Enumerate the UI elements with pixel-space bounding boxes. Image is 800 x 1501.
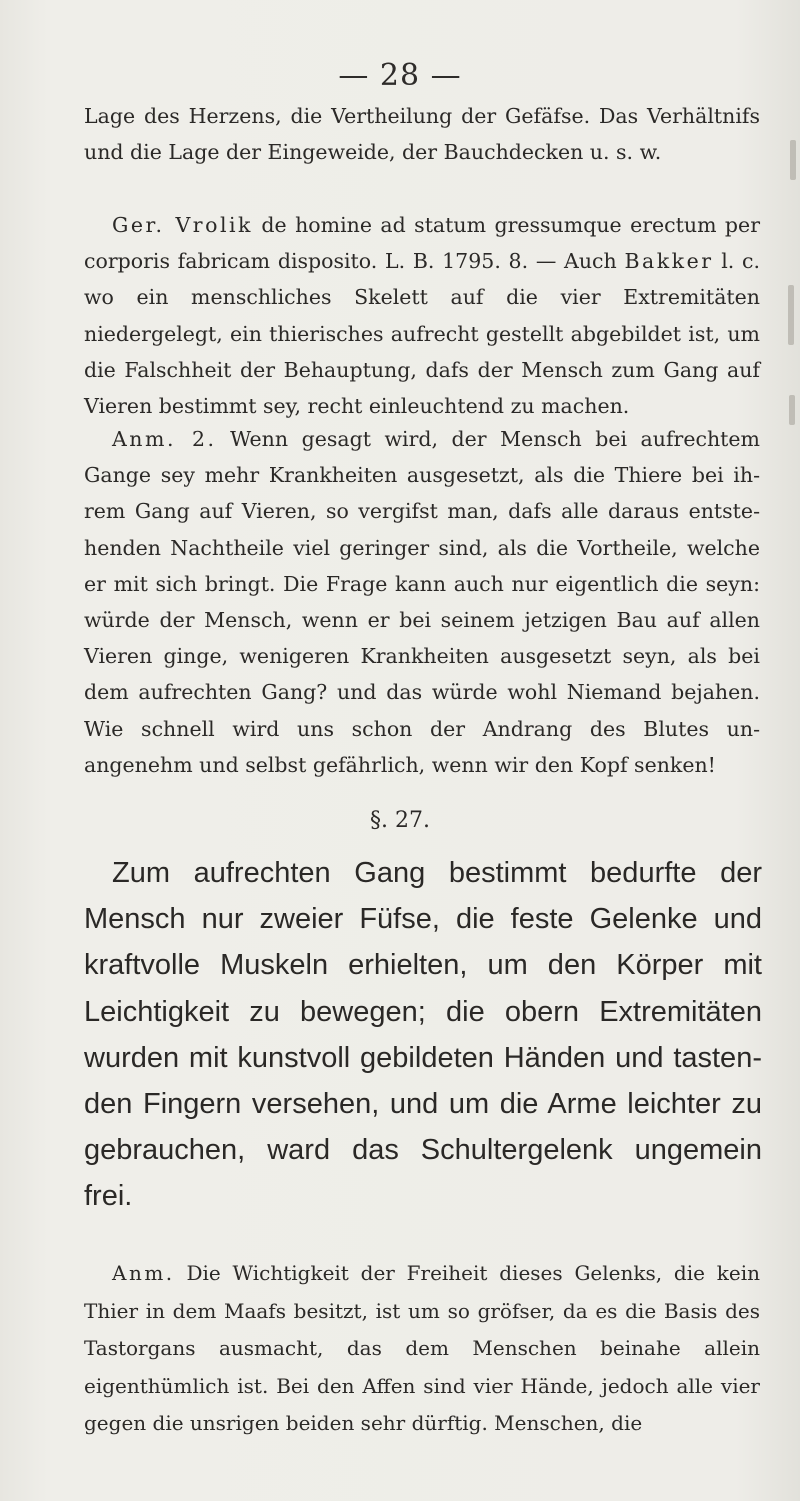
paragraph-2-tail: l. c. wo ein menschliches Skelett auf die vier Extremitäten niedergelegt, ein thierisches aufrecht gestellt abgebildet ist, um die Falschheit der Behauptung, dafs der Mensch zum Gang auf Vieren bestimmt sey, recht einleuchtend zu machen. [84,249,760,419]
note-2-label: Anm. 2. [112,427,217,451]
paragraph-1 [84,98,760,170]
page-edge-mark [788,285,794,345]
page-edge-mark [790,140,796,180]
page-edge-mark [789,395,795,425]
paragraph-2-text: de homine ad statum gressumque erectum per corporis fabricam disposito. L. B. 1795. 8. — Auch [84,213,760,274]
note-paragraph [84,1255,760,1443]
paragraph-1-text: Lage des Herzens, die Vertheilung der Gefäfse. Das Verhältnifs und die Lage der Eingeweide, der Bauchdecken u. s. w. [84,104,760,165]
author-vrolik: Ger. Vrolik [112,213,253,237]
page-number: — 28 — [338,58,462,93]
author-bakker: Bakker [624,249,714,274]
note-label: Anm. [112,1261,175,1285]
section-main-text: Zum aufrechten Gang bestimmt bedurfte der Mensch nur zweier Füfse, die feste Gelenke und kraftvolle Muskeln erhielten, um den Körper mit Leichtigkeit zu bewegen; die obern Extremitäten wurden mit kunstvoll gebildeten Händen und tastenden Fingern versehen, und um die Arme leichter zu gebrauchen, ward das Schultergelenk ungemein frei. [84,857,762,1213]
note-2-paragraph [84,421,760,783]
note-text: Die Wichtigkeit der Freiheit dieses Gelenks, die kein Thier in dem Maafs besitzt, ist um so gröfser, da es die Basis des Tastorgans ausmacht, das dem Menschen beinahe allein eigenthümlich ist. Bei den Affen sind vier Hände, jedoch alle vier gegen die unsrigen beiden sehr dürftig. Menschen, die [84,1261,760,1435]
note-2-text: Wenn gesagt wird, der Mensch bei aufrechtem Gange sey mehr Krankheiten ausgesetzt, als die Thiere bei ihrem Gang auf Vieren, so vergifst man, dafs alle daraus entstehenden Nachtheile viel geringer sind, als die Vortheile, welche er mit sich bringt. Die Frage kann auch nur eigentlich die seyn: würde der Mensch, wenn er bei seinem jetzigen Bau auf allen Vieren ginge, wenigeren Krankheiten ausgesetzt seyn, als bei dem aufrechten Gang? und das würde wohl Niemand bejahen. Wie schnell wird uns schon der Andrang des Blutes unangenehm und selbst gefährlich, wenn wir den Kopf senken! [84,427,760,777]
paragraph-2 [84,207,760,424]
section-title: §. 27. [370,808,430,833]
